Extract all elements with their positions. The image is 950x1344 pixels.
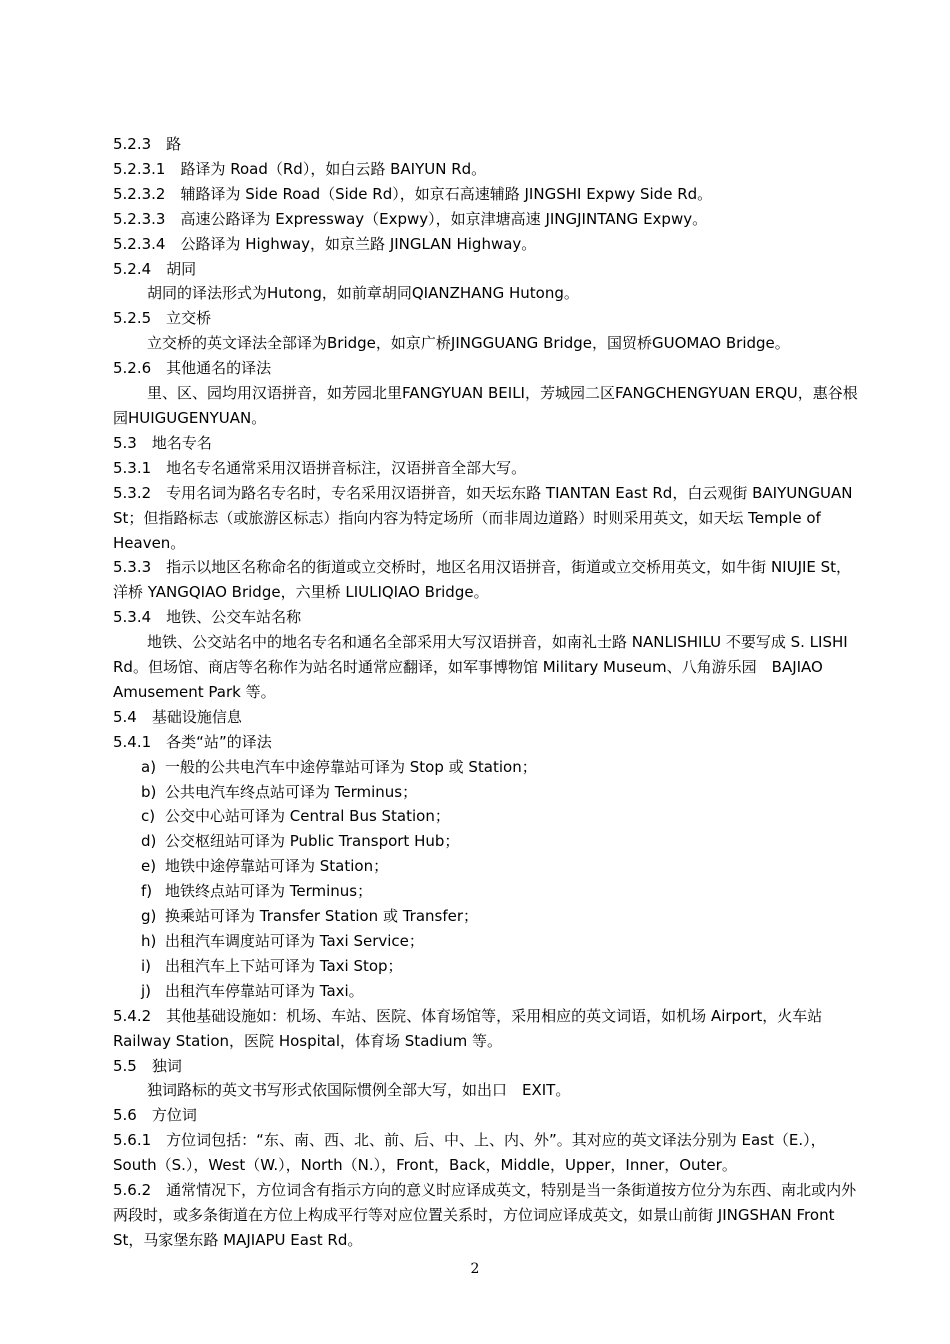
paragraph: 胡同的译法形式为Hutong，如前章胡同QIANZHANG Hutong。 <box>147 284 579 303</box>
paragraph: 5.3.3 指示以地区名称命名的街道或立交桥时，地区名用汉语拼音，街道或立交桥用英文，如牛街 NIUJIE St，洋桥 YANGQIAO Bridge，六里桥 LIULIQIAO Bridge。 <box>113 558 852 602</box>
list-item <box>113 755 859 780</box>
list-item-label: b) <box>141 782 157 801</box>
list-item-label: h) <box>141 932 157 950</box>
list-item-text: 出租汽车调度站可译为 Taxi Service； <box>165 932 424 950</box>
list-item-label: e) <box>141 857 157 876</box>
list-item <box>113 979 859 1004</box>
section-heading: 5.2.4 胡同 <box>113 259 197 278</box>
paragraph: 5.3.1 地名专名通常采用汉语拼音标注，汉语拼音全部大写。 <box>113 458 527 477</box>
paragraph: 5.3.2 专用名词为路名专名时，专名采用汉语拼音，如天坛东路 TIANTAN East Rd，白云观街 BAIYUNGUAN St；但指路标志（或旅游区标志）指向内容为特定场所（而非周边道路）时则采用英文，如天坛 Temple of Heaven。 <box>113 483 853 552</box>
list-item-text: 公交中心站可译为 Central Bus Station； <box>165 807 450 826</box>
section-heading: 5.2.3 路 <box>113 135 182 153</box>
list-item-label: g) <box>141 907 157 926</box>
paragraph: 地铁、公交站名中的地名专名和通名全部采用大写汉语拼音，如南礼士路 NANLISHILU 不要写成 S. LISHI Rd。但场馆、商店等名称作为站名时通常应翻译，如军事博物馆 Military Museum、八角游乐园 BAJIAO Amusement Park 等。 <box>113 633 848 701</box>
list-item-label: c) <box>141 807 156 826</box>
list-item <box>113 954 859 979</box>
section-heading: 5.4 基础设施信息 <box>113 707 242 726</box>
paragraph: 5.2.3.3 高速公路译为 Expressway（Expwy），如京津塘高速 JINGJINTANG Expwy。 <box>113 209 708 228</box>
paragraph: 里、区、园均用汉语拼音，如芳园北里FANGYUAN BEILI，芳城园二区FANGCHENGYUAN ERQU，惠谷根园HUIGUGENYUAN。 <box>113 384 858 427</box>
paragraph: 5.6.1 方位词包括：“东、南、西、北、前、后、中、上、内、外”。其对应的英文译法分别为 East（E.），South（S.），West（W.），North（N.），Front，Back，Middle，Upper，Inner，Outer。 <box>113 1131 826 1175</box>
list-item-text: 公共电汽车终点站可译为 Terminus； <box>165 782 418 801</box>
list-item-text: 换乘站可译为 Transfer Station 或 Transfer； <box>165 907 479 926</box>
paragraph: 立交桥的英文译法全部译为Bridge，如京广桥JINGGUANG Bridge，国贸桥GUOMAO Bridge。 <box>147 334 790 353</box>
list-item-label: f) <box>141 882 153 901</box>
list-item-text: 地铁终点站可译为 Terminus； <box>165 882 373 901</box>
list-item <box>113 804 859 829</box>
list-item <box>113 879 859 904</box>
list-item <box>113 929 859 954</box>
list-item <box>113 854 859 879</box>
document-body <box>113 132 859 1253</box>
section-heading: 5.5 独词 <box>113 1056 182 1075</box>
list-item-text: 出租汽车停靠站可译为 Taxi。 <box>165 981 364 1000</box>
list-item-text: 地铁中途停靠站可译为 Station； <box>165 857 389 876</box>
section-heading: 5.3.4 地铁、公交车站名称 <box>113 608 302 627</box>
list-item <box>113 829 859 854</box>
paragraph: 5.2.3.2 辅路译为 Side Road（Side Rd），如京石高速辅路 JINGSHI Expwy Side Rd。 <box>113 184 713 203</box>
list-item-text: 公交枢纽站可译为 Public Transport Hub； <box>165 832 460 851</box>
list-item-text: 一般的公共电汽车中途停靠站可译为 Stop 或 Station； <box>165 757 537 776</box>
list-item-label: j) <box>141 981 152 1000</box>
page-number: 2 <box>470 1261 480 1277</box>
section-heading: 5.4.1 各类“站”的译法 <box>113 732 272 751</box>
section-heading: 5.6 方位词 <box>113 1106 197 1125</box>
list-item <box>113 780 859 805</box>
list-item-label: i) <box>141 956 152 975</box>
paragraph: 5.6.2 通常情况下，方位词含有指示方向的意义时应译成英文，特别是当一条街道按方位分为东西、南北或内外两段时，或多条街道在方位上构成平行等对应位置关系时，方位词应译成英文，如景山前街 JINGSHAN Front St，马家堡东路 MAJIAPU East Rd。 <box>113 1181 857 1249</box>
list-item <box>113 904 859 929</box>
list-item-label: a) <box>141 757 157 776</box>
list-item-text: 出租汽车上下站可译为 Taxi Stop； <box>165 956 403 975</box>
section-heading: 5.2.6 其他通名的译法 <box>113 359 272 378</box>
paragraph: 5.2.3.4 公路译为 Highway，如京兰路 JINGLAN Highway。 <box>113 234 537 253</box>
section-heading: 5.2.5 立交桥 <box>113 309 212 328</box>
paragraph: 5.2.3.1 路译为 Road（Rd），如白云路 BAIYUN Rd。 <box>113 159 487 178</box>
paragraph: 独词路标的英文书写形式依国际惯例全部大写，如出口 EXIT。 <box>147 1081 571 1100</box>
section-heading: 5.3 地名专名 <box>113 433 212 452</box>
paragraph: 5.4.2 其他基础设施如：机场、车站、医院、体育场馆等，采用相应的英文词语，如机场 Airport，火车站 Railway Station，医院 Hospital，体育场 Stadium 等。 <box>113 1006 823 1050</box>
list-item-label: d) <box>141 832 157 851</box>
